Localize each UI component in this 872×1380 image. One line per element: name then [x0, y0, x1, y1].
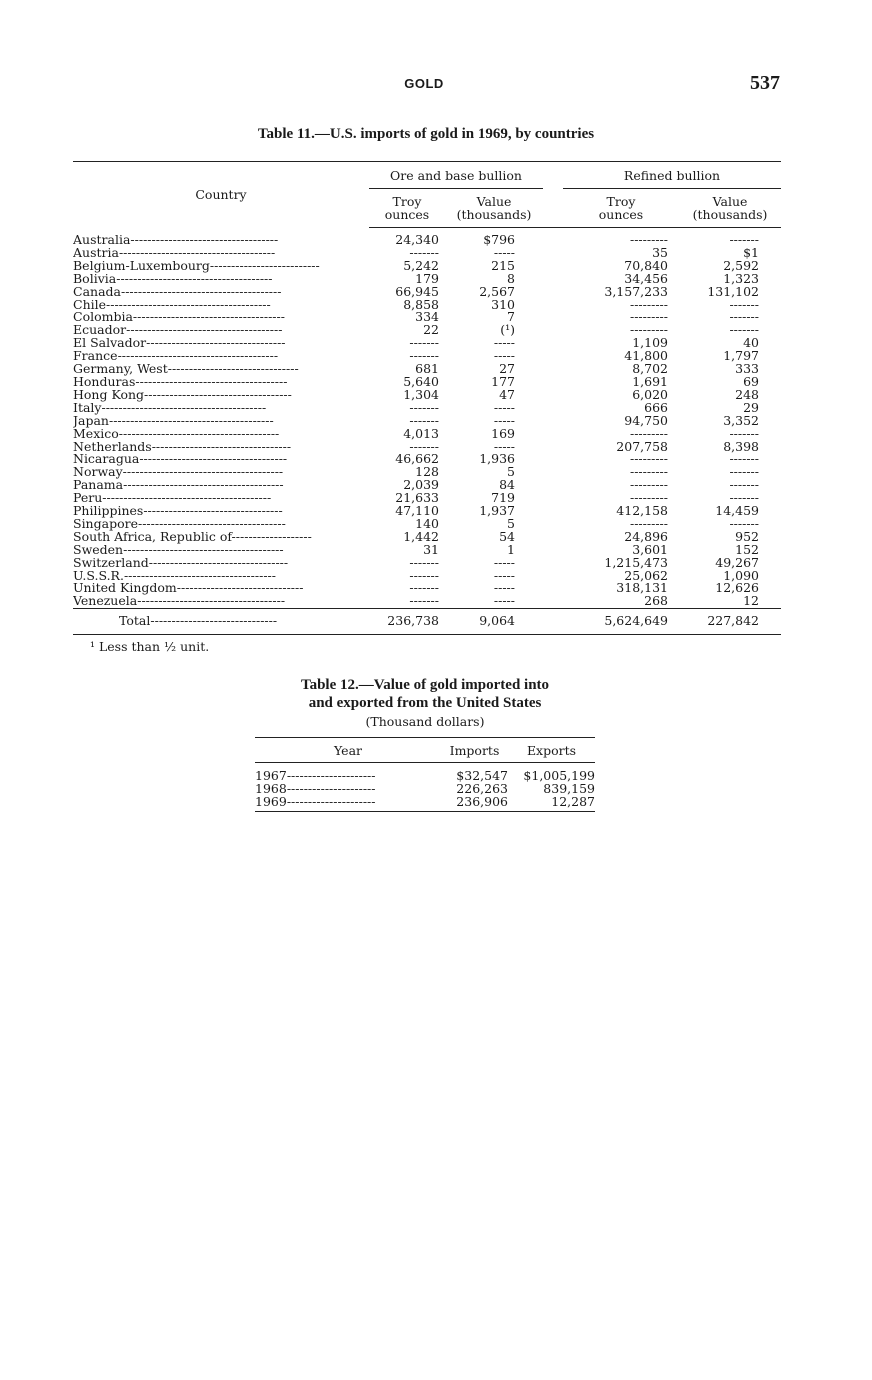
ore-troy-cell: -------: [409, 337, 439, 351]
ore-value-cell: -----: [493, 582, 515, 596]
country-cell: Japan---------------------------------------: [73, 414, 274, 428]
ore-value-cell: 719: [491, 492, 515, 506]
refined-troy-cell: 35: [652, 246, 668, 260]
ore-troy-cell: -------: [409, 595, 439, 609]
refined-troy-cell: 41,800: [624, 350, 668, 364]
ore-value-cell: -----: [493, 337, 515, 351]
table-row: [73, 376, 781, 389]
refined-value-cell: 49,267: [715, 556, 760, 570]
ore-value-cell: 1: [507, 543, 515, 557]
ore-value-cell: 1,936: [479, 453, 515, 467]
table-11-footnote: ¹ Less than ½ unit.: [90, 639, 210, 654]
refined-value-cell: -------: [729, 298, 760, 312]
ore-bullion-group-header: Ore and base bullion: [369, 162, 543, 189]
refined-value-cell: 952: [735, 530, 760, 544]
table-12-unit: (Thousand dollars): [365, 714, 485, 729]
refined-value-cell: 3,352: [723, 414, 760, 428]
table-row: [73, 402, 781, 415]
ore-troy-cell: 140: [415, 517, 439, 531]
exports-cell: 12,287: [508, 795, 595, 812]
country-cell: Italy---------------------------------------: [73, 401, 267, 415]
refined-value-cell: -------: [729, 492, 760, 506]
year-column-header: Year: [255, 738, 441, 763]
table-row: [73, 557, 781, 570]
table-row: [73, 311, 781, 324]
refined-troy-cell: 34,456: [624, 272, 668, 286]
refined-value-cell: -------: [729, 311, 760, 325]
country-cell: Mexico--------------------------------------: [73, 427, 280, 441]
ore-troy-cell: 22: [423, 324, 439, 338]
ore-troy-cell: 21,633: [395, 492, 439, 506]
refined-troy-cell: 412,158: [616, 505, 668, 518]
table-row: [255, 782, 595, 795]
refined-troy-ounces-header: Troy ounces: [563, 189, 679, 228]
table-row: [73, 228, 781, 247]
ore-troy-cell: 24,340: [395, 232, 439, 247]
table-row: [73, 324, 781, 337]
refined-troy-cell: ---------: [629, 492, 668, 506]
table-row: [255, 795, 595, 812]
table-row: [73, 453, 781, 466]
refined-value-cell: -------: [729, 466, 760, 480]
refined-troy-cell: 25,062: [624, 569, 668, 583]
country-cell: Venezuela-----------------------------------: [73, 595, 286, 609]
country-cell: Belgium-Luxembourg--------------------------: [73, 259, 320, 273]
table-row: [73, 363, 781, 376]
ore-value-cell: 27: [499, 363, 515, 376]
refined-troy-cell: ---------: [629, 311, 668, 325]
table-12: [255, 737, 595, 812]
ore-troy-cell: -------: [409, 414, 439, 428]
country-cell: Nicaragua-----------------------------------: [73, 453, 288, 467]
table-row: [73, 350, 781, 363]
ore-value-cell: 54: [499, 530, 515, 544]
ore-troy-cell: 47,110: [395, 505, 439, 518]
refined-troy-cell: 3,601: [632, 543, 668, 557]
ore-troy-cell: 5,640: [403, 375, 439, 389]
country-cell: Philippines---------------------------------: [73, 505, 283, 518]
refined-value-cell: 40: [743, 337, 760, 351]
ore-value-cell: -----: [493, 350, 515, 364]
ore-value-cell: 169: [491, 427, 515, 441]
country-cell: Germany, West-------------------------------: [73, 363, 299, 376]
page-number: 537: [750, 72, 780, 94]
ore-value-cell: -----: [493, 595, 515, 609]
ore-troy-ounces-header: Troy ounces: [369, 189, 445, 228]
exports-column-header: Exports: [508, 738, 595, 763]
ore-value-cell: 177: [491, 375, 515, 389]
ore-troy-cell: 46,662: [395, 453, 439, 467]
table-row: [73, 260, 781, 273]
refined-troy-cell: 94,750: [624, 414, 668, 428]
country-cell: Bolivia-------------------------------------: [73, 272, 273, 286]
table-row: [255, 763, 595, 783]
refined-value-cell: 69: [743, 375, 760, 389]
refined-value-cell: -------: [729, 232, 760, 247]
table-row: [73, 299, 781, 312]
table-row: [73, 492, 781, 505]
total-ore-troy: 236,738: [369, 609, 445, 635]
refined-troy-cell: 8,702: [632, 363, 668, 376]
ore-troy-cell: 1,304: [403, 388, 439, 402]
refined-troy-cell: 24,896: [624, 530, 668, 544]
country-cell: Hong Kong-----------------------------------: [73, 388, 292, 402]
country-cell: Australia-----------------------------------: [73, 231, 279, 247]
country-cell: France--------------------------------------: [73, 350, 279, 364]
refined-bullion-group-header: Refined bullion: [563, 162, 781, 189]
refined-value-cell: 1,323: [723, 272, 760, 286]
total-refined-troy: 5,624,649: [563, 609, 679, 635]
table-row: [73, 441, 781, 454]
country-cell: Austria-------------------------------------: [73, 246, 276, 260]
ore-troy-cell: -------: [409, 582, 439, 596]
refined-troy-cell: ---------: [629, 466, 668, 480]
country-cell: South Africa, Republic of-------------------: [73, 530, 312, 544]
ore-value-cell: -----: [493, 556, 515, 570]
ore-troy-cell: -------: [409, 401, 439, 415]
table-row: [73, 479, 781, 492]
refined-troy-cell: 207,758: [616, 440, 668, 454]
refined-troy-cell: 1,215,473: [604, 556, 668, 570]
ore-value-cell: -----: [493, 246, 515, 260]
year-cell: 1968---------------------: [255, 782, 376, 795]
exports-cell: $1,005,199: [523, 768, 595, 782]
table-row: [73, 337, 781, 350]
table-row: [73, 428, 781, 441]
country-cell: U.S.S.R.------------------------------------: [73, 569, 276, 583]
refined-value-cell: -------: [729, 517, 760, 531]
refined-value-cell: -------: [729, 324, 760, 338]
refined-troy-cell: 3,157,233: [604, 285, 668, 299]
ore-troy-cell: -------: [409, 556, 439, 570]
ore-value-cell: 84: [499, 479, 515, 493]
ore-troy-cell: 4,013: [403, 427, 439, 441]
ore-value-cell: 2,567: [479, 285, 515, 299]
ore-value-header: Value (thousands): [445, 189, 543, 228]
country-cell: El Salvador---------------------------------: [73, 337, 286, 351]
imports-column-header: Imports: [441, 738, 508, 763]
ore-troy-cell: 179: [415, 272, 439, 286]
country-cell: Singapore-----------------------------------: [73, 517, 286, 531]
table-row: [73, 273, 781, 286]
refined-value-cell: -------: [729, 453, 760, 467]
ore-value-cell: 5: [507, 517, 515, 531]
total-label: Total------------------------------: [73, 609, 369, 635]
table-12-title: Table 12.—Value of gold imported into and exported from the United States: [300, 677, 550, 711]
year-cell: 1969---------------------: [255, 795, 441, 812]
table-row: [73, 518, 781, 531]
refined-troy-cell: ---------: [629, 517, 668, 531]
country-cell: Switzerland---------------------------------: [73, 556, 289, 570]
ore-value-cell: 5: [507, 466, 515, 480]
ore-value-cell: 47: [499, 388, 515, 402]
ore-troy-cell: 681: [415, 363, 439, 376]
refined-troy-cell: ---------: [629, 479, 668, 493]
refined-troy-cell: ---------: [629, 427, 668, 441]
ore-value-cell: 310: [491, 298, 515, 312]
ore-value-cell: 215: [491, 259, 515, 273]
country-cell: Panama--------------------------------------: [73, 479, 284, 493]
imports-cell: 226,263: [456, 782, 508, 795]
country-column-header: Country: [73, 162, 369, 228]
refined-value-cell: -------: [729, 479, 760, 493]
ore-troy-cell: 31: [423, 543, 439, 557]
refined-value-cell: 1,797: [723, 350, 760, 364]
total-ore-value: 9,064: [445, 609, 543, 635]
total-row: [73, 609, 781, 635]
ore-troy-cell: 5,242: [403, 259, 439, 273]
table-row: [73, 286, 781, 299]
imports-cell: 236,906: [441, 795, 508, 812]
ore-troy-cell: 2,039: [403, 479, 439, 493]
running-title: GOLD: [404, 76, 444, 91]
ore-troy-cell: -------: [409, 350, 439, 364]
table-row: [73, 389, 781, 402]
country-cell: Sweden--------------------------------------: [73, 543, 284, 557]
ore-value-cell: -----: [493, 414, 515, 428]
refined-troy-cell: 268: [644, 595, 668, 609]
refined-value-header: Value (thousands): [679, 189, 781, 228]
ore-troy-cell: -------: [409, 246, 439, 260]
refined-value-cell: 2,592: [723, 259, 760, 273]
country-cell: Honduras------------------------------------: [73, 375, 288, 389]
country-cell: Netherlands---------------------------------: [73, 440, 292, 454]
refined-troy-cell: 6,020: [632, 388, 668, 402]
refined-value-cell: 8,398: [723, 440, 760, 454]
refined-value-cell: 12: [743, 595, 760, 609]
ore-value-cell: $796: [483, 232, 515, 247]
refined-value-cell: 12,626: [715, 582, 760, 596]
refined-troy-cell: 1,691: [632, 375, 668, 389]
table-row: [73, 544, 781, 557]
ore-troy-cell: -------: [409, 569, 439, 583]
refined-value-cell: 333: [735, 363, 760, 376]
country-cell: Peru----------------------------------------: [73, 492, 272, 506]
country-cell: Chile---------------------------------------: [73, 298, 271, 312]
refined-value-cell: 152: [735, 543, 760, 557]
country-cell: Norway--------------------------------------: [73, 466, 284, 480]
table-row: [73, 531, 781, 544]
ore-troy-cell: 66,945: [395, 285, 439, 299]
refined-troy-cell: ---------: [629, 453, 668, 467]
refined-value-cell: $1: [743, 246, 760, 260]
refined-troy-cell: 318,131: [616, 582, 668, 596]
year-cell: 1967---------------------: [255, 768, 376, 782]
total-refined-value: 227,842: [679, 609, 781, 635]
refined-value-cell: 29: [743, 401, 760, 415]
table-row: [73, 466, 781, 479]
country-cell: United Kingdom------------------------------: [73, 582, 304, 596]
exports-cell: 839,159: [543, 782, 595, 795]
ore-troy-cell: 1,442: [403, 530, 439, 544]
refined-value-cell: 1,090: [723, 569, 760, 583]
ore-troy-cell: 8,858: [403, 298, 439, 312]
ore-value-cell: -----: [493, 569, 515, 583]
table-row: [73, 582, 781, 595]
table-11-title: Table 11.—U.S. imports of gold in 1969, by countries: [257, 126, 595, 142]
refined-troy-cell: ---------: [629, 324, 668, 338]
ore-troy-cell: 334: [415, 311, 439, 325]
refined-value-cell: 131,102: [707, 285, 760, 299]
country-cell: Ecuador-------------------------------------: [73, 324, 283, 338]
refined-value-cell: -------: [729, 427, 760, 441]
ore-value-cell: (¹): [500, 324, 515, 338]
refined-troy-cell: 1,109: [632, 337, 668, 351]
ore-troy-cell: 128: [415, 466, 439, 480]
ore-value-cell: 8: [507, 272, 515, 286]
refined-troy-cell: 666: [644, 401, 668, 415]
table-11: [73, 161, 781, 635]
refined-troy-cell: 70,840: [624, 259, 668, 273]
table-row: [73, 415, 781, 428]
country-cell: Colombia------------------------------------: [73, 311, 285, 325]
refined-value-cell: 248: [735, 388, 760, 402]
refined-troy-cell: ---------: [629, 232, 668, 247]
ore-troy-cell: -------: [409, 440, 439, 454]
ore-value-cell: -----: [493, 440, 515, 454]
refined-troy-cell: ---------: [629, 298, 668, 312]
table-row: [73, 247, 781, 260]
country-cell: Canada--------------------------------------: [73, 285, 282, 299]
table-row: [73, 595, 781, 608]
ore-value-cell: 7: [507, 311, 515, 325]
ore-value-cell: -----: [493, 401, 515, 415]
table-row: [73, 570, 781, 583]
refined-value-cell: 14,459: [715, 505, 760, 518]
ore-value-cell: 1,937: [479, 505, 515, 518]
table-row: [73, 505, 781, 518]
imports-cell: $32,547: [456, 768, 508, 782]
